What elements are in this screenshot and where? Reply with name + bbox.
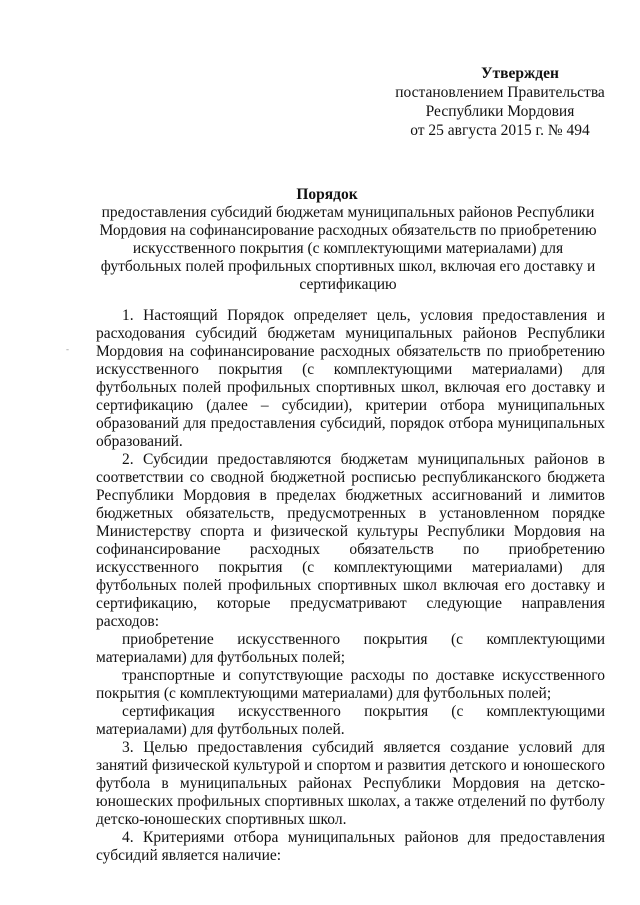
document-subtitle: предоставления субсидий бюджетам муниципальных районов Республики Мордовия на софинансирование расходных обязательств по приобретению искусственного покрытия (с комплектующими материалами) для футбольных полей профильных спортивных школ, включая его доставку и сертификацию — [99, 204, 597, 293]
paragraph: 3. Целью предоставления субсидий является создание условий для занятий физической культурой и спортом и развития детского и юношеского футбола в муниципальных районах Республики Мордовия на детско-юношеских профильных спортивных школах, а также отделений по футболу детско-юношеских спортивных школ. — [96, 739, 605, 828]
document-body — [96, 307, 605, 865]
approval-line: Республики Мордовия — [425, 103, 575, 120]
paragraph: 2. Субсидии предоставляются бюджетам муниципальных районов в соответствии со сводной бюджетной росписью республиканского бюджета Республики Мордовия в пределах бюджетных ассигнований и лимитов бюджетных обязательств, предусмотренных в установленном порядке Министерству спорта и физической культуры Республики Мордовия на софинансирование расходных обязательств по приобретению искусственного покрытия (с комплектующими материалами) для футбольных полей профильных спортивных школ включая его доставку и сертификацию, которые предусматривают следующие направления расходов: — [96, 451, 605, 630]
document-title: Порядок — [296, 186, 358, 203]
paragraph: сертификация искусственного покрытия (с комплектующими материалами) для футбольных полей. — [96, 703, 605, 738]
approval-block — [390, 64, 610, 140]
margin-mark: - — [66, 344, 69, 354]
approval-title: Утвержден — [481, 65, 559, 82]
approval-date: от 25 августа 2015 г. № 494 — [410, 122, 590, 139]
paragraph: транспортные и сопутствующие расходы по доставке искусственного покрытия (с комплектующими материалами) для футбольных полей; — [96, 667, 605, 702]
paragraph: 4. Критериями отбора муниципальных районов для предоставления субсидий является наличие: — [96, 829, 605, 864]
approval-line: постановлением Правительства — [395, 84, 605, 101]
paragraph: приобретение искусственного покрытия (с комплектующими материалами) для футбольных полей; — [96, 631, 605, 666]
paragraph: 1. Настоящий Порядок определяет цель, условия предоставления и расходования субсидий бюджетам муниципальных районов Республики Мордовия на софинансирование расходных обязательств по приобретению искусственного покрытия (с комплектующими материалами) для футбольных полей профильных спортивных школ, включая его доставку и сертификацию (далее – субсидии), критерии отбора муниципальных образований для предоставления субсидий, порядок отбора муниципальных образований. — [96, 307, 605, 450]
